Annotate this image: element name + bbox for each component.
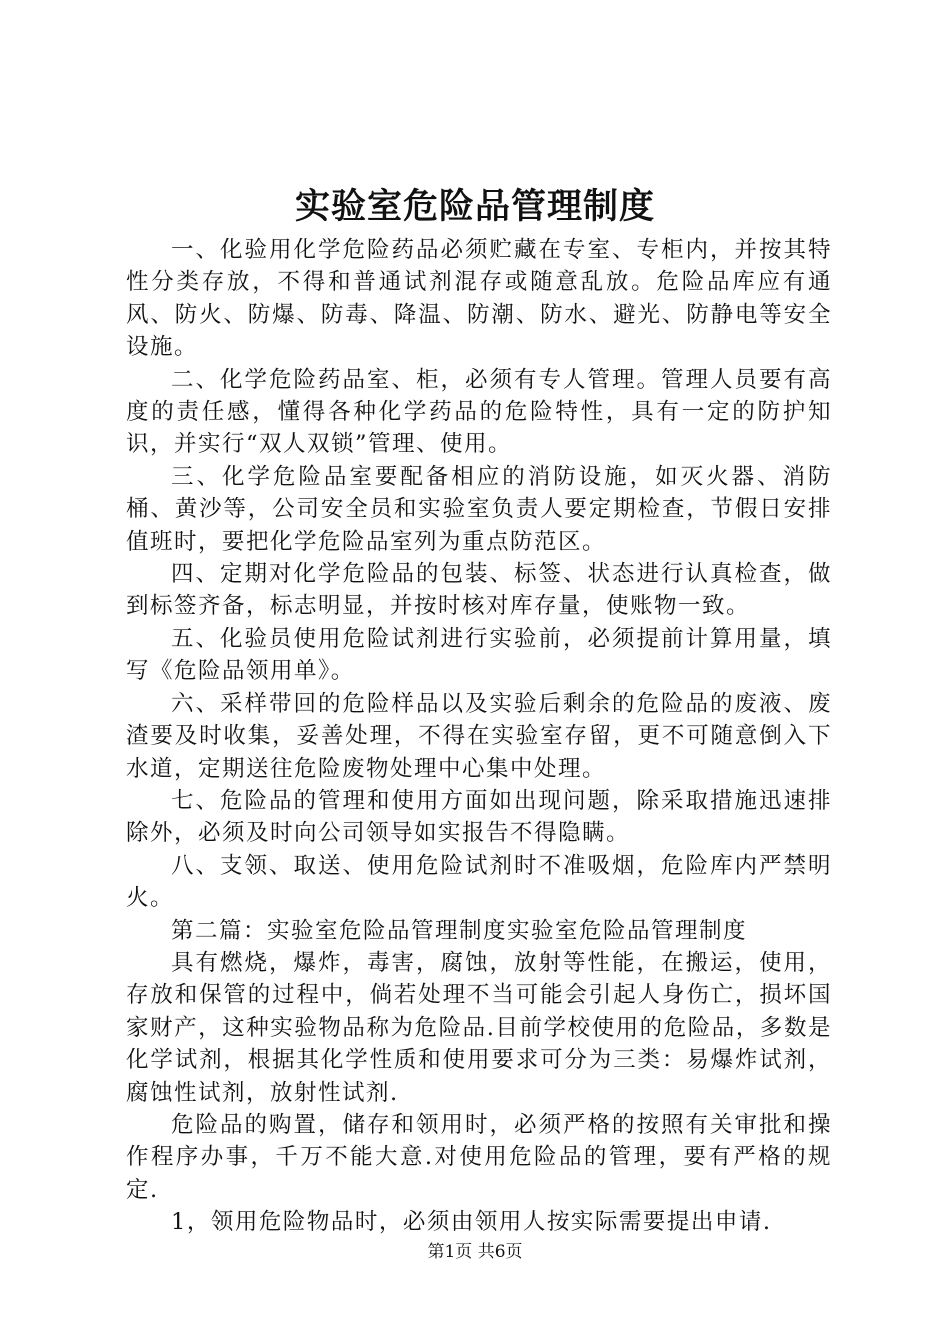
document-body bbox=[126, 234, 832, 1239]
page-footer: 第1页 共6页 bbox=[427, 1242, 523, 1262]
section-heading-part-two: 第二篇：实验室危险品管理制度实验室危险品管理制度 bbox=[171, 917, 748, 944]
paragraph-2: 二、化学危险药品室、柜，必须有专人管理。管理人员要有高度的责任感，懂得各种化学药品的危险特性，具有一定的防护知识，并实行“双人双锁”管理、使用。 bbox=[126, 366, 832, 458]
paragraph-11: 1，领用危险物品时，必须由领用人按实际需要提出申请. bbox=[171, 1209, 772, 1236]
paragraph-6: 六、采样带回的危险样品以及实验后剩余的危险品的废液、废渣要及时收集，妥善处理，不得在实验室存留，更不可随意倒入下水道，定期送往危险废物处理中心集中处理。 bbox=[126, 690, 832, 782]
paragraph-10: 危险品的购置，储存和领用时，必须严格的按照有关审批和操作程序办事，千万不能大意.对使用危险品的管理，要有严格的规定. bbox=[126, 1111, 832, 1203]
paragraph-3: 三、化学危险品室要配备相应的消防设施，如灭火器、消防桶、黄沙等，公司安全员和实验室负责人要定期检查，节假日安排值班时，要把化学危险品室列为重点防范区。 bbox=[126, 463, 832, 555]
document-title: 实验室危险品管理制度 bbox=[294, 186, 655, 227]
paragraph-8: 八、支领、取送、使用危险试剂时不准吸烟，危险库内严禁明火。 bbox=[126, 852, 832, 912]
paragraph-1: 一、化验用化学危险药品必须贮藏在专室、专柜内，并按其特性分类存放，不得和普通试剂混存或随意乱放。危险品库应有通风、防火、防爆、防毒、降温、防潮、防水、避光、防静电等安全设施。 bbox=[126, 237, 832, 361]
paragraph-7: 七、危险品的管理和使用方面如出现问题，除采取措施迅速排除外，必须及时向公司领导如实报告不得隐瞒。 bbox=[126, 787, 832, 847]
paragraph-5: 五、化验员使用危险试剂进行实验前，必须提前计算用量，填写《危险品领用单》。 bbox=[126, 625, 832, 685]
paragraph-9: 具有燃烧，爆炸，毒害，腐蚀，放射等性能，在搬运，使用，存放和保管的过程中，倘若处理不当可能会引起人身伤亡，损坏国家财产，这种实验物品称为危险品.目前学校使用的危险品，多数是化学试剂，根据其化学性质和使用要求可分为三类：易爆炸试剂，腐蚀性试剂，放射性试剂. bbox=[126, 949, 832, 1106]
paragraph-4: 四、定期对化学危险品的包装、标签、状态进行认真检查，做到标签齐备，标志明显，并按时核对库存量，使账物一致。 bbox=[126, 561, 832, 620]
